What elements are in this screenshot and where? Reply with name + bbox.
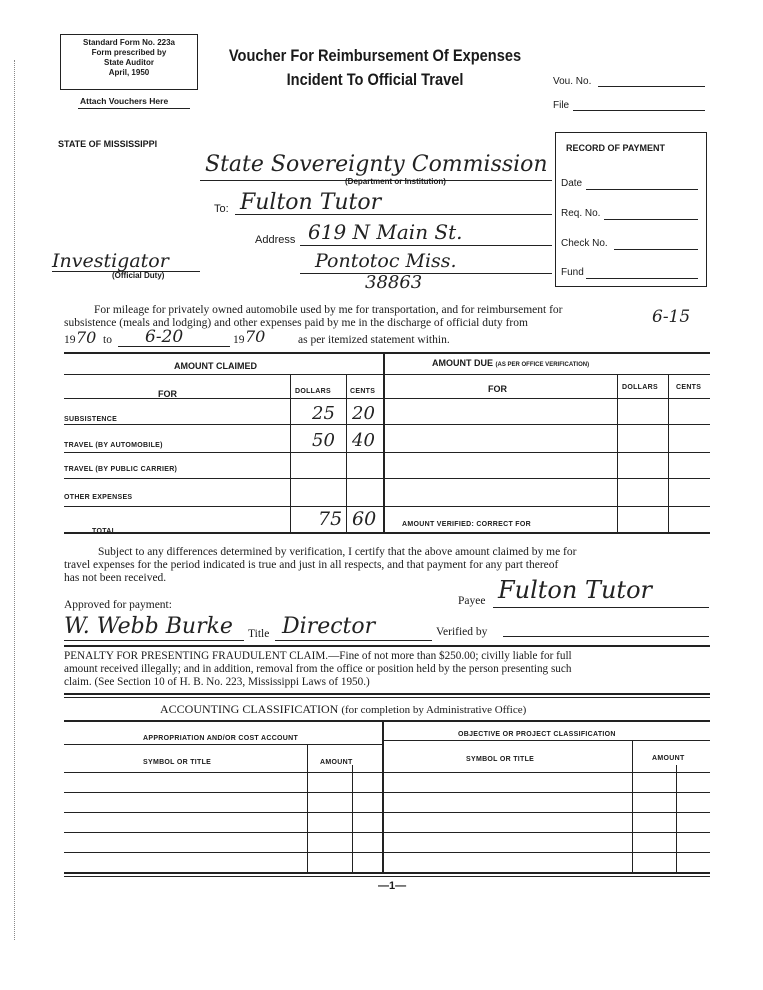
penalty-line-1: PENALTY FOR PRESENTING FRAUDULENT CLAIM.—Fine of not more than $250.00; civilly liable for full <box>64 650 572 662</box>
mileage-line-1: For mileage for privately owned automobile used by me for transportation, and for reimbursement for <box>94 304 563 316</box>
year1-prefix: 19 <box>64 334 76 346</box>
penalty-line-2: amount received illegally; and in addition, removal from the office or position held by the person presenting such <box>64 663 572 675</box>
claim-for-header: FOR <box>158 389 177 399</box>
record-of-payment-title: RECORD OF PAYMENT <box>566 143 666 153</box>
official-duty-value[interactable]: Investigator <box>52 250 169 272</box>
record-fund-field[interactable] <box>586 278 698 279</box>
claim-dollars-header: DOLLARS <box>295 388 331 395</box>
amount-claimed-header: AMOUNT CLAIMED <box>174 361 257 371</box>
row-subsistence-dollars[interactable]: 25 <box>312 403 335 424</box>
approver-signature[interactable]: W. Webb Burke <box>64 614 233 639</box>
record-req-field[interactable] <box>604 219 698 220</box>
payee-signature[interactable]: Fulton Tutor <box>498 576 652 604</box>
record-check-label: Check No. <box>561 238 608 249</box>
due-cents-header: CENTS <box>676 384 702 391</box>
penalty-paragraph <box>64 650 710 689</box>
mileage-suffix: as per itemized statement within. <box>298 334 450 346</box>
right-amount-header: AMOUNT <box>652 755 685 762</box>
right-symbol-header: SYMBOL OR TITLE <box>466 756 535 763</box>
address-line-1[interactable]: 619 N Main St. <box>308 220 463 244</box>
record-date-label: Date <box>561 178 583 189</box>
to-date[interactable]: 6-20 <box>145 327 184 347</box>
title-line-1: Voucher For Reimbursement Of Expenses <box>228 46 522 65</box>
vou-no-label: Vou. No. <box>553 76 592 87</box>
row-total-label: TOTAL <box>92 528 117 535</box>
form-date: April, 1950 <box>108 68 150 77</box>
address-label: Address <box>255 234 296 246</box>
amount-verified-label: AMOUNT VERIFIED: CORRECT FOR <box>402 521 531 528</box>
record-of-payment-box <box>555 132 707 287</box>
title-label: Title <box>248 628 270 640</box>
attach-vouchers-text: Attach Vouchers Here <box>80 96 169 106</box>
form-stamp-box <box>60 34 198 90</box>
file-field[interactable] <box>573 110 705 111</box>
year2-prefix: 19 <box>233 334 245 346</box>
row-travel-auto-label: TRAVEL (BY AUTOMOBILE) <box>64 442 163 449</box>
certify-line-2: travel expenses for the period indicated is true and just in all respects, and that payment for any part thereof <box>64 559 559 571</box>
objective-header: OBJECTIVE OR PROJECT CLASSIFICATION <box>458 731 616 738</box>
title-line-2: Incident To Official Travel <box>286 70 464 89</box>
left-amount-header: AMOUNT <box>320 759 353 766</box>
accounting-row-2[interactable] <box>64 812 710 813</box>
accounting-row-1[interactable] <box>64 792 710 793</box>
department-label: (Department or Institution) <box>345 177 446 186</box>
address-line-2[interactable]: Pontotoc Miss. <box>315 250 457 272</box>
approved-label: Approved for payment: <box>64 599 172 611</box>
official-duty-label: (Official Duty) <box>112 271 165 280</box>
row-subsistence-label: SUBSISTENCE <box>64 416 118 423</box>
vou-no-field[interactable] <box>598 86 705 87</box>
row-travel-auto-cents[interactable]: 40 <box>352 430 375 451</box>
address-line-3[interactable]: 38863 <box>365 272 423 293</box>
year1[interactable]: 70 <box>76 328 97 347</box>
form-prescribed: Form prescribed by <box>91 48 167 57</box>
form-title <box>225 44 526 92</box>
form-auditor: State Auditor <box>104 58 154 67</box>
row-subsistence-cents[interactable]: 20 <box>352 403 375 424</box>
form-number: Standard Form No. 223a <box>82 38 176 47</box>
row-travel-public-label: TRAVEL (BY PUBLIC CARRIER) <box>64 466 178 473</box>
to-word: to <box>103 334 112 346</box>
record-fund-label: Fund <box>561 267 584 278</box>
appropriation-header: APPROPRIATION AND/OR COST ACCOUNT <box>143 735 299 742</box>
from-date[interactable]: 6-15 <box>652 307 691 327</box>
accounting-row-3[interactable] <box>64 832 710 833</box>
perforation-line <box>14 60 15 940</box>
row-travel-auto-dollars[interactable]: 50 <box>312 430 335 451</box>
file-label: File <box>553 100 570 111</box>
penalty-line-3: claim. (See Section 10 of H. B. No. 223, Mississippi Laws of 1950.) <box>64 676 370 688</box>
due-dollars-header: DOLLARS <box>622 384 658 391</box>
left-symbol-header: SYMBOL OR TITLE <box>143 759 212 766</box>
mileage-line-2: subsistence (meals and lodging) and other expenses paid by me in the discharge of official duty from <box>64 317 528 329</box>
title-value[interactable]: Director <box>282 614 376 639</box>
year2[interactable]: 70 <box>245 327 266 346</box>
to-label: To: <box>214 203 229 215</box>
payee-label: Payee <box>458 595 486 607</box>
to-value[interactable]: Fulton Tutor <box>240 190 382 215</box>
department-value[interactable]: State Sovereignty Commission <box>205 152 548 177</box>
row-total-cents[interactable]: 60 <box>352 508 377 530</box>
state-label: STATE OF MISSISSIPPI <box>58 139 158 149</box>
certify-line-1: Subject to any differences determined by verification, I certify that the above amount claimed by me for <box>98 546 577 558</box>
row-other-label: OTHER EXPENSES <box>64 494 133 501</box>
amount-due-header: AMOUNT DUE (AS PER OFFICE VERIFICATION) <box>432 358 590 368</box>
due-for-header: FOR <box>488 384 507 394</box>
record-req-label: Req. No. <box>561 208 601 219</box>
certify-line-3: has not been received. <box>64 572 167 584</box>
accounting-row-4[interactable] <box>64 852 710 853</box>
record-check-field[interactable] <box>614 249 698 250</box>
verified-by-field[interactable] <box>503 636 709 637</box>
claim-cents-header: CENTS <box>350 388 376 395</box>
record-date-field[interactable] <box>586 189 698 190</box>
verified-by-label: Verified by <box>436 626 488 638</box>
page-number: —1— <box>378 880 407 892</box>
row-total-dollars[interactable]: 75 <box>318 508 343 530</box>
accounting-title: ACCOUNTING CLASSIFICATION (for completion by Administrative Office) <box>160 702 527 716</box>
